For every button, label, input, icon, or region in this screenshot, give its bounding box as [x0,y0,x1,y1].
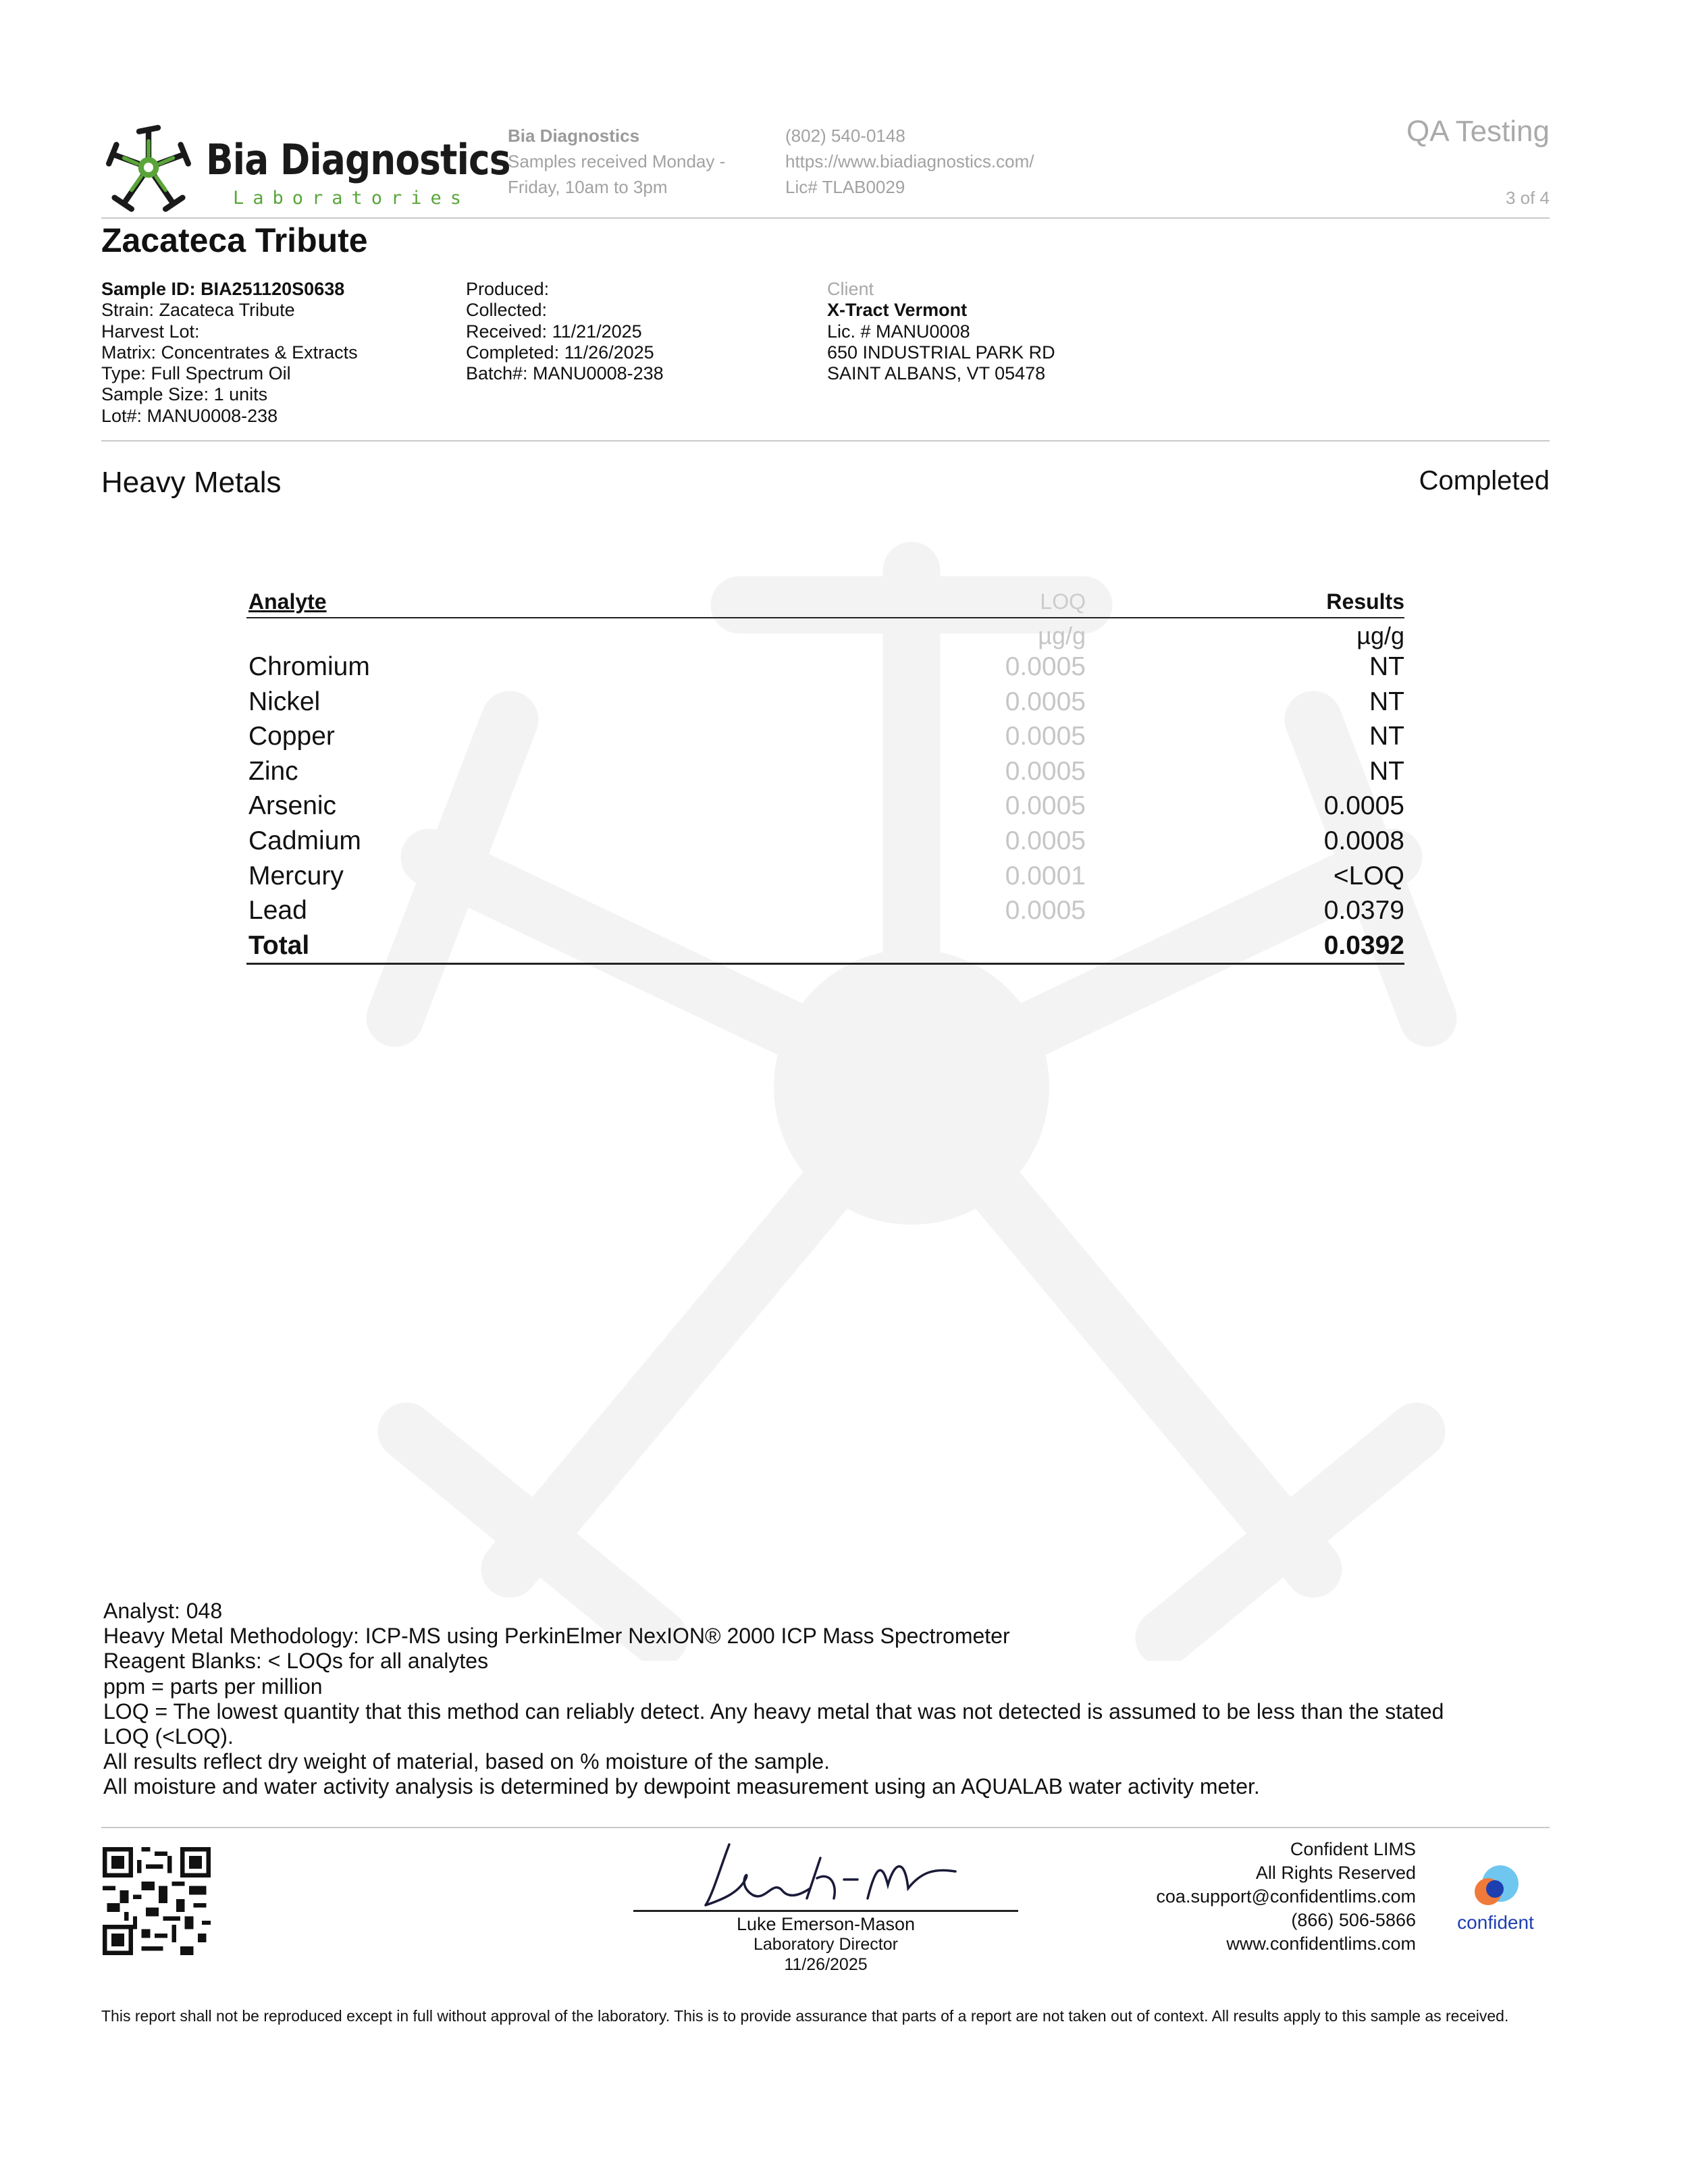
header-results: Results [1326,589,1404,614]
sample-size: Sample Size: 1 units [101,384,268,405]
product-title: Zacateca Tribute [101,221,368,259]
sample-id-label: Sample ID: [101,279,196,299]
date-produced: Produced: [466,279,550,299]
signature-image [665,1831,969,1911]
table-row [246,685,1404,720]
sample-id: BIA251120S0638 [201,279,345,299]
analyte-loq: 0.0005 [1005,687,1086,716]
sample-dates [466,279,664,384]
qr-code[interactable] [103,1847,211,1955]
analyte-name: Mercury [248,861,344,890]
analyte-loq: 0.0005 [1005,896,1086,926]
analyte-name: Arsenic [248,791,337,821]
results-unit: µg/g [1356,622,1404,649]
date-collected: Collected: [466,300,548,321]
lab-hours-line2: Friday, 10am to 3pm [508,177,668,197]
loq-unit: µg/g [1038,622,1086,649]
confident-logo [1445,1863,1546,1938]
lims-rights: All Rights Reserved [1255,1863,1416,1883]
heavy-metals-table [246,586,1404,965]
analyte-result: NT [1369,756,1404,786]
lab-license: Lic# TLAB0029 [785,177,905,197]
brand-subtitle: Laboratories [233,188,471,209]
table-row [246,859,1404,894]
note-ppm: ppm = parts per million [103,1674,323,1699]
sample-strain: Strain: Zacateca Tribute [101,300,295,321]
header-loq: LOQ [1040,589,1086,614]
table-row [246,893,1404,928]
note-analyst: Analyst: 048 [103,1599,223,1623]
sample-lot: Lot#: MANU0008-238 [101,405,278,426]
info-divider [101,440,1550,442]
signature-line [633,1910,1018,1912]
analyte-loq: 0.0005 [1005,826,1086,855]
signatory-name: Luke Emerson-Mason [736,1914,916,1934]
date-completed: Completed: 11/26/2025 [466,342,654,363]
sample-matrix: Matrix: Concentrates & Extracts [101,342,358,363]
sample-type: Type: Full Spectrum Oil [101,363,291,384]
brand-name: Bia Diagnostics [206,135,510,184]
analyte-result: NT [1369,687,1404,716]
lab-hours-line1: Samples received Monday - [508,151,726,171]
client-address-line2: SAINT ALBANS, VT 05478 [827,363,1046,384]
table-row [246,789,1404,824]
analyte-loq: 0.0005 [1005,652,1086,681]
analyte-result: NT [1369,722,1404,751]
signatory-title: Laboratory Director [754,1935,898,1954]
note-dry-weight: All results reflect dry weight of material, based on % moisture of the sample. [103,1749,830,1774]
lims-info [1156,1838,1416,1956]
analyte-result: <LOQ [1333,861,1404,890]
analyte-name: Lead [248,896,307,926]
signatory-date: 11/26/2025 [784,1955,868,1974]
lab-website: https://www.biadiagnostics.com/ [785,151,1034,171]
lims-name: Confident LIMS [1290,1839,1416,1859]
table-row [246,824,1404,859]
lab-info [508,123,725,200]
note-loq-definition-cont: LOQ (<LOQ). [103,1724,234,1749]
analyte-loq: 0.0001 [1005,861,1086,890]
client-name: X-Tract Vermont [827,300,968,321]
note-loq-definition: LOQ = The lowest quantity that this method can reliably detect. Any heavy metal that was not detected is assumed to be less than the stated [103,1699,1444,1724]
methodology-notes [103,1599,1548,1800]
table-row [246,719,1404,754]
lab-name: Bia Diagnostics [508,126,640,146]
analyte-name: Nickel [248,687,321,716]
section-status: Completed [1419,466,1550,496]
date-received: Received: 11/21/2025 [466,321,642,342]
analyte-result: 0.0379 [1323,896,1404,926]
analyte-result: 0.0008 [1323,826,1404,855]
analyte-name: Copper [248,722,335,751]
bia-logo-icon [101,120,196,215]
client-license: Lic. # MANU0008 [827,321,970,342]
analyte-loq: 0.0005 [1005,791,1086,821]
lims-website[interactable]: www.confidentlims.com [1226,1934,1416,1954]
table-total-row [246,928,1404,965]
table-row [246,649,1404,685]
footer-divider [101,1827,1550,1828]
sample-id-row [101,279,358,300]
client-info [827,279,1055,384]
lims-email[interactable]: coa.support@confidentlims.com [1156,1886,1416,1907]
sample-info [101,279,358,427]
analyte-loq: 0.0005 [1005,756,1086,786]
lab-phone: (802) 540-0148 [785,126,905,146]
analyte-name: Chromium [248,652,370,681]
batch-number: Batch#: MANU0008-238 [466,363,664,384]
header-analyte: Analyte [248,589,327,614]
note-reagent-blanks: Reagent Blanks: < LOQs for all analytes [103,1649,489,1674]
total-label: Total [248,930,310,960]
note-methodology: Heavy Metal Methodology: ICP-MS using PerkinElmer NexION® 2000 ICP Mass Spectrometer [103,1624,1010,1649]
analyte-result: 0.0005 [1323,791,1404,821]
client-label: Client [827,279,874,299]
client-address-line1: 650 INDUSTRIAL PARK RD [827,342,1055,363]
document-type: QA Testing [1406,115,1550,148]
signatory-block [633,1914,1018,1975]
total-value: 0.0392 [1323,930,1404,960]
header-divider [101,217,1550,219]
table-units [246,618,1404,649]
analyte-result: NT [1369,652,1404,681]
section-title: Heavy Metals [101,466,282,499]
table-row [246,754,1404,789]
analyte-name: Cadmium [248,826,361,855]
page-number: 3 of 4 [1505,188,1550,208]
note-moisture: All moisture and water activity analysis is determined by dewpoint measurement using an AQUALAB water activity meter. [103,1774,1260,1799]
analyte-name: Zinc [248,756,298,786]
lab-contact [785,123,1034,200]
confident-logo-icon [1471,1863,1522,1911]
sample-harvest-lot: Harvest Lot: [101,321,200,342]
disclaimer: This report shall not be reproduced except in full without approval of the laboratory. This is to provide assurance that parts of a report are not taken out of context. All results apply to this sample as received. [101,2007,1509,2025]
lims-phone: (866) 506-5866 [1291,1910,1416,1930]
confident-logo-text: confident [1457,1912,1534,1933]
analyte-loq: 0.0005 [1005,722,1086,751]
table-header [246,586,1404,618]
